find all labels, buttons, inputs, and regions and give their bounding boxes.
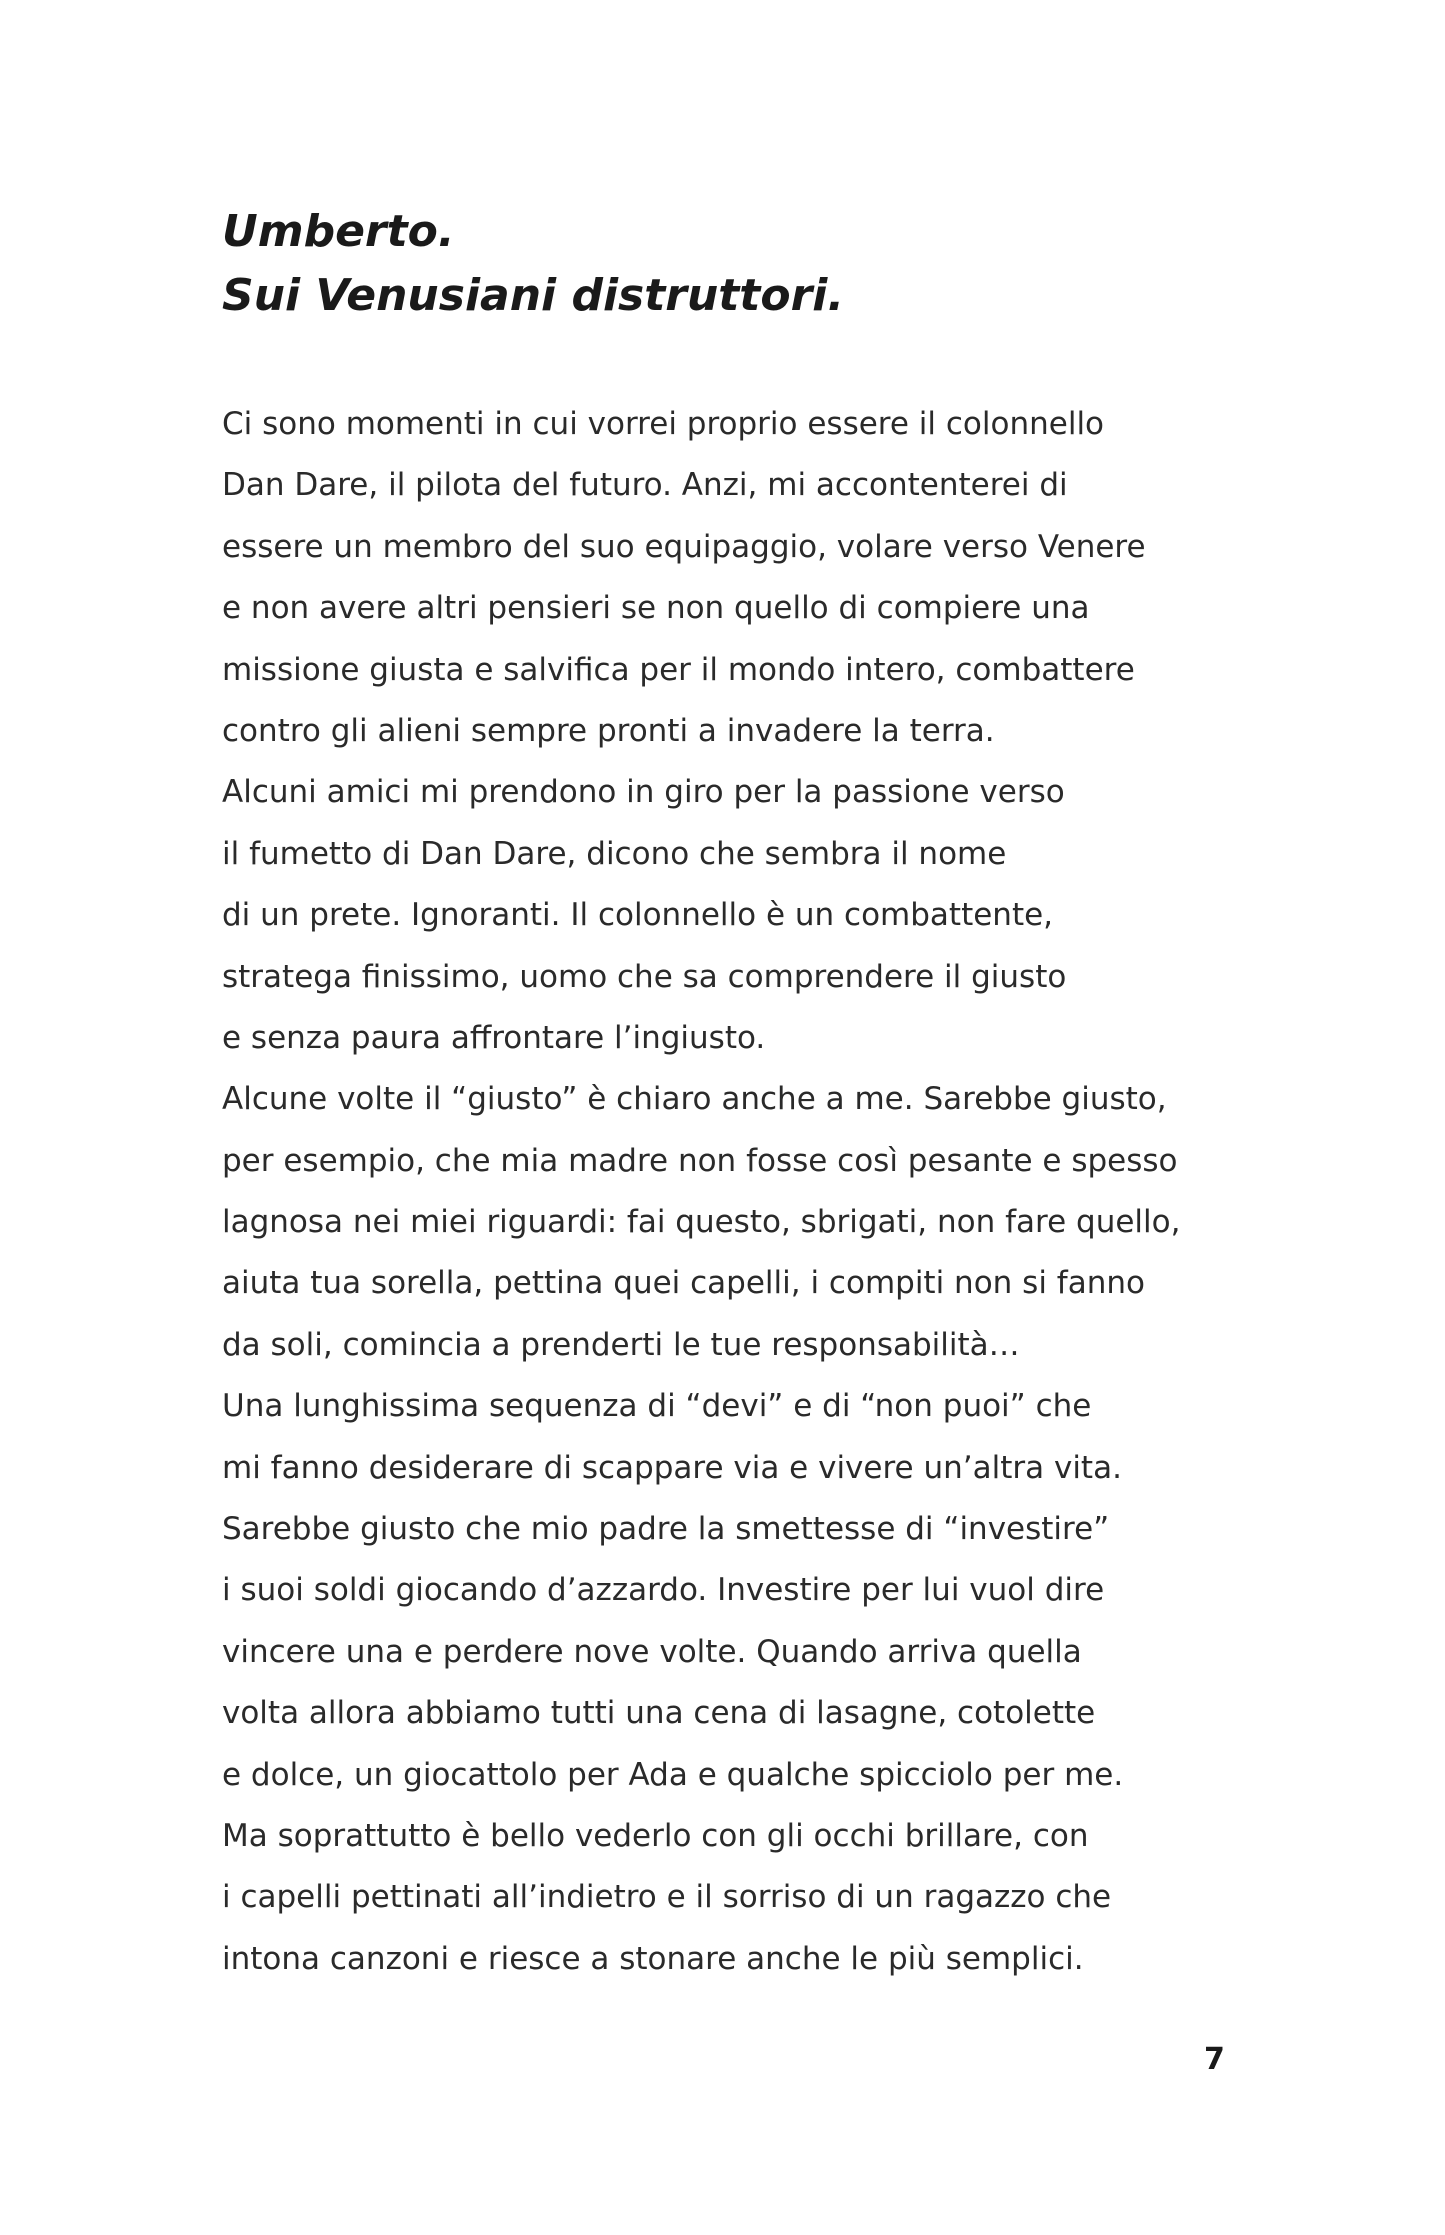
text-line: Ci sono momenti in cui vorrei proprio essere il colonnello — [222, 406, 1105, 442]
text-line: Sarebbe giusto che mio padre la smettesse di “investire” — [222, 1511, 1110, 1548]
text-line: essere un membro del suo equipaggio, volare verso Venere — [222, 528, 1146, 565]
text-line: vincere una e perdere nove volte. Quando arriva quella — [222, 1633, 1082, 1670]
text-line: di un prete. Ignoranti. Il colonnello è un combattente, — [222, 897, 1054, 934]
text-line: contro gli alieni sempre pronti a invadere la terra. — [222, 712, 995, 749]
text-line: missione giusta e salvifica per il mondo intero, combattere — [222, 651, 1135, 688]
chapter-heading — [222, 200, 844, 328]
text-line: e senza paura affrontare l’ingiusto. — [222, 1019, 766, 1056]
text-line: stratega finissimo, uomo che sa comprendere il giusto — [222, 958, 1067, 995]
text-line: e non avere altri pensieri se non quello di compiere una — [222, 590, 1090, 627]
text-line: aiuta tua sorella, pettina quei capelli, i compiti non si fanno — [222, 1265, 1145, 1302]
text-line: i suoi soldi giocando d’azzardo. Investire per lui vuol dire — [222, 1572, 1105, 1609]
text-line: i capelli pettinati all’indietro e il sorriso di un ragazzo che — [222, 1879, 1112, 1916]
chapter-heading-subtitle: Sui Venusiani distruttori. — [222, 270, 845, 321]
text-line: mi fanno desiderare di scappare via e vivere un’altra vita. — [222, 1449, 1122, 1486]
text-line: Alcuni amici mi prendono in giro per la passione verso — [222, 774, 1065, 811]
text-line: il fumetto di Dan Dare, dicono che sembra il nome — [222, 835, 1007, 872]
text-line: Una lunghissima sequenza di “devi” e di “non puoi” che — [222, 1388, 1092, 1425]
page-number: 7 — [1204, 2042, 1225, 2077]
text-line: per esempio, che mia madre non fosse così pesante e spesso — [222, 1142, 1178, 1179]
text-line: Alcune volte il “giusto” è chiaro anche a me. Sarebbe giusto, — [222, 1081, 1167, 1118]
text-line: volta allora abbiamo tutti una cena di lasagne, cotolette — [222, 1695, 1096, 1732]
text-line: e dolce, un giocattolo per Ada e qualche spicciolo per me. — [222, 1756, 1124, 1793]
chapter-heading-name: Umberto. — [222, 206, 455, 257]
body-text — [222, 394, 1180, 1990]
text-line: intona canzoni e riesce a stonare anche le più semplici. — [222, 1940, 1084, 1977]
text-line: Dan Dare, il pilota del futuro. Anzi, mi accontenterei di — [222, 467, 1068, 504]
text-line: da soli, comincia a prenderti le tue responsabilità… — [222, 1326, 1020, 1363]
text-line: Ma soprattutto è bello vederlo con gli occhi brillare, con — [222, 1817, 1089, 1854]
text-line: lagnosa nei miei riguardi: fai questo, sbrigati, non fare quello, — [222, 1204, 1181, 1241]
